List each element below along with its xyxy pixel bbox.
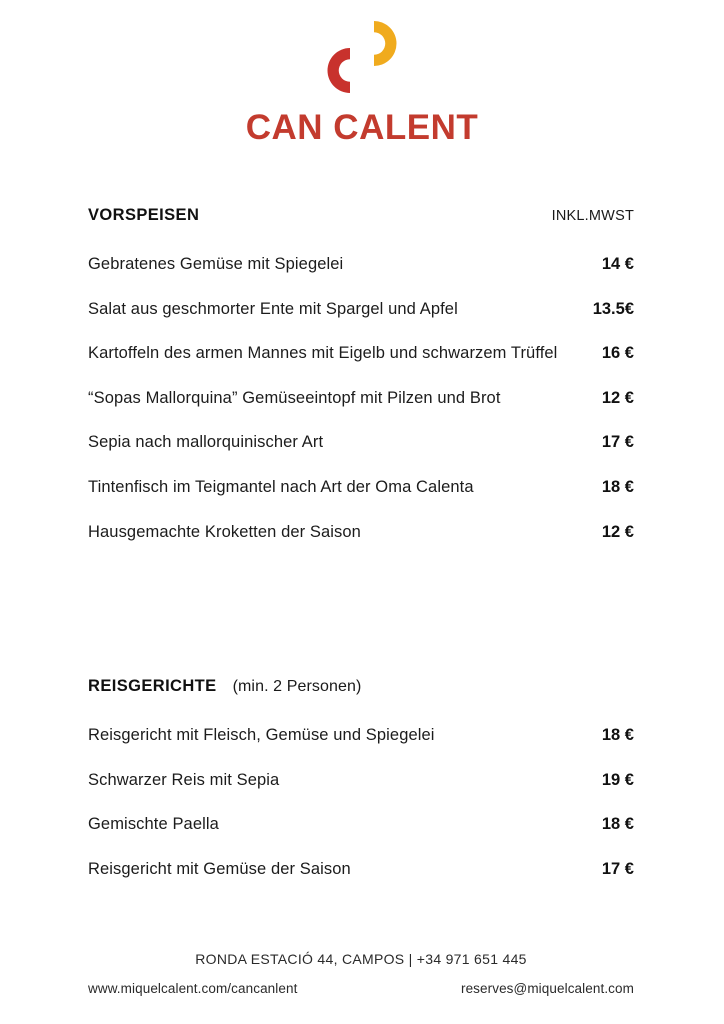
menu-item-name: Reisgericht mit Fleisch, Gemüse und Spiegelei [88,726,435,745]
menu-item [88,726,634,771]
menu-item-price: 12 € [601,388,634,407]
menu-item [88,860,634,905]
menu-section-reisgerichte [88,677,634,904]
item-list [88,726,634,904]
menu-item [88,255,634,300]
section-note: (min. 2 Personen) [232,678,362,696]
tax-note: INKL.MWST [551,208,634,224]
menu-header [0,0,724,145]
footer-website-link[interactable]: www.miquelcalent.com/cancanlent [88,981,298,996]
menu-item [88,478,634,523]
footer-contact-row [88,981,634,996]
menu-item-price: 16 € [601,344,634,363]
menu-item-name: Kartoffeln des armen Mannes mit Eigelb und schwarzem Trüffel [88,344,558,363]
section-title: REISGERICHTE [88,677,217,696]
menu-item [88,815,634,860]
section-title: VORSPEISEN [88,206,200,224]
menu-item [88,771,634,816]
menu-item-price: 13.5€ [592,299,634,318]
menu-item-price: 14 € [601,255,634,273]
menu-item-price: 18 € [601,815,634,834]
section-header [88,677,634,696]
menu-section-vorspeisen [88,206,634,567]
menu-item [88,300,634,345]
menu-item-name: “Sopas Mallorquina” Gemüseeintopf mit Pilzen und Brot [88,388,501,407]
menu-item-price: 17 € [601,859,634,878]
menu-item-price: 18 € [601,726,634,745]
menu-body [88,206,634,905]
menu-item-price: 19 € [601,770,634,789]
menu-item-name: Schwarzer Reis mit Sepia [88,770,280,789]
menu-item-name: Tintenfisch im Teigmantel nach Art der Oma Calenta [88,477,474,496]
menu-item [88,389,634,434]
menu-footer [88,951,634,996]
menu-item-name: Gebratenes Gemüse mit Spiegelei [88,255,344,273]
menu-item-name: Sepia nach mallorquinischer Art [88,433,324,452]
footer-address: RONDA ESTACIÓ 44, CAMPOS | +34 971 651 445 [195,951,527,967]
menu-item-name: Reisgericht mit Gemüse der Saison [88,859,351,878]
menu-item-name: Gemischte Paella [88,815,219,834]
section-header [88,206,634,225]
menu-item-price: 18 € [601,477,634,496]
footer-email-link[interactable]: reserves@miquelcalent.com [460,981,634,996]
section-header-left [88,206,199,225]
menu-item [88,523,634,568]
brand-wordmark: CAN CALENT [245,108,479,147]
interlocking-c-logo-icon [324,18,400,96]
section-header-left [88,677,361,696]
menu-item-name: Salat aus geschmorter Ente mit Spargel und Apfel [88,299,458,318]
menu-item [88,433,634,478]
menu-item-name: Hausgemachte Kroketten der Saison [88,522,361,541]
menu-item [88,344,634,389]
item-list [88,255,634,567]
menu-item-price: 12 € [601,522,634,541]
menu-item-price: 17 € [601,433,634,452]
